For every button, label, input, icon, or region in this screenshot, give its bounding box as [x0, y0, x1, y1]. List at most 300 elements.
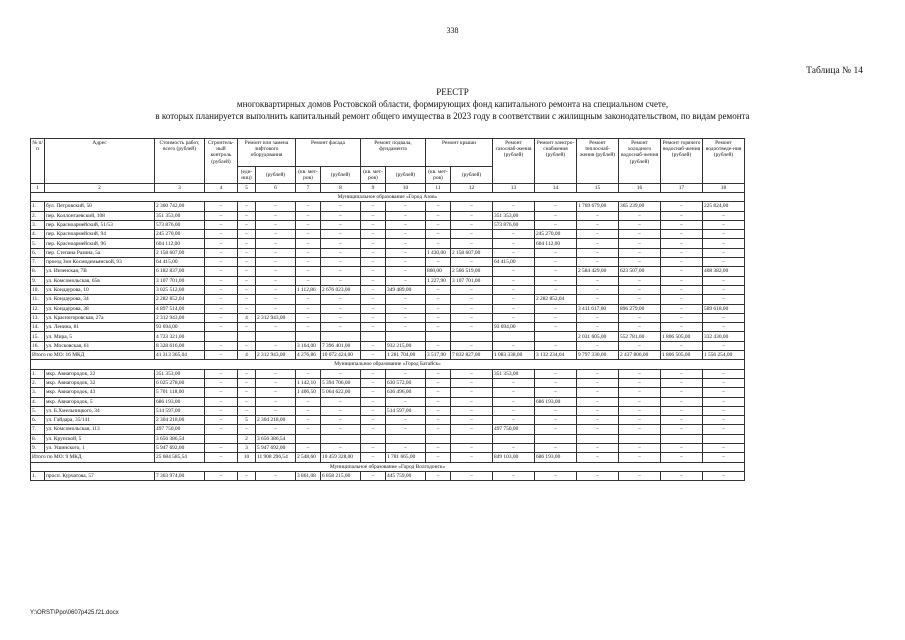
- row-number-cell: 7.: [31, 425, 45, 434]
- value-cell: –: [426, 416, 451, 425]
- value-cell: –: [296, 313, 321, 322]
- value-cell: –: [426, 388, 451, 397]
- value-cell: 5 701 118,00: [155, 388, 205, 397]
- value-cell: –: [296, 248, 321, 257]
- value-cell: –: [256, 230, 296, 239]
- value-cell: –: [426, 471, 451, 480]
- table-row: [31, 397, 745, 406]
- value-cell: –: [205, 313, 238, 322]
- column-number: 7: [296, 184, 321, 193]
- row-number-cell: 5.: [31, 239, 45, 248]
- value-cell: 2 584 429,00: [577, 267, 619, 276]
- value-cell: –: [703, 378, 745, 387]
- total-value: 3 132 234,04: [535, 351, 577, 360]
- value-cell: –: [256, 295, 296, 304]
- value-cell: –: [577, 416, 619, 425]
- section-row: [31, 360, 745, 369]
- value-cell: 3 656 386,54: [155, 434, 205, 443]
- value-cell: –: [577, 471, 619, 480]
- value-cell: –: [703, 397, 745, 406]
- value-cell: –: [205, 220, 238, 229]
- value-cell: –: [238, 369, 256, 378]
- total-value: 1 281 704,00: [386, 351, 426, 360]
- value-cell: –: [619, 323, 661, 332]
- value-cell: –: [296, 239, 321, 248]
- value-cell: –: [451, 425, 493, 434]
- value-cell: –: [238, 239, 256, 248]
- value-cell: –: [321, 313, 361, 322]
- header-cold-water: Ремонт холодного водоснаб-жения (рублей): [619, 139, 661, 184]
- value-cell: –: [703, 406, 745, 415]
- value-cell: –: [256, 285, 296, 294]
- value-cell: –: [296, 276, 321, 285]
- address-cell: просп. Курчатова, 57: [45, 471, 155, 480]
- value-cell: –: [703, 239, 745, 248]
- value-cell: –: [703, 285, 745, 294]
- value-cell: 2 158 607,00: [451, 248, 493, 257]
- value-cell: 860,00: [426, 267, 451, 276]
- value-cell: –: [703, 323, 745, 332]
- value-cell: –: [451, 211, 493, 220]
- title-line-3: в которых планируется выполнить капитальный ремонт общего имущества в 2023 году в соответствии с жилищным законодательством, по видам ремонта: [155, 111, 750, 121]
- value-cell: 64 415,00: [155, 258, 205, 267]
- value-cell: –: [577, 397, 619, 406]
- value-cell: –: [296, 406, 321, 415]
- value-cell: 408 382,00: [703, 267, 745, 276]
- value-cell: –: [426, 304, 451, 313]
- value-cell: –: [703, 295, 745, 304]
- value-cell: –: [619, 425, 661, 434]
- value-cell: 3 107 701,00: [451, 276, 493, 285]
- value-cell: –: [321, 258, 361, 267]
- value-cell: 2 304 218,00: [155, 416, 205, 425]
- value-cell: –: [361, 388, 386, 397]
- table-row: [31, 239, 745, 248]
- value-cell: –: [703, 444, 745, 453]
- value-cell: –: [493, 406, 535, 415]
- value-cell: 604 112,00: [535, 239, 577, 248]
- value-cell: –: [296, 202, 321, 211]
- value-cell: –: [321, 416, 361, 425]
- table-row: [31, 378, 745, 387]
- value-cell: –: [321, 230, 361, 239]
- value-cell: 93 694,00: [493, 323, 535, 332]
- table-row: [31, 276, 745, 285]
- value-cell: [451, 332, 493, 341]
- value-cell: –: [535, 248, 577, 257]
- column-number: 4: [205, 184, 238, 193]
- value-cell: –: [535, 202, 577, 211]
- value-cell: [321, 332, 361, 341]
- value-cell: –: [703, 416, 745, 425]
- value-cell: [577, 434, 619, 443]
- row-number-cell: 10.: [31, 285, 45, 294]
- total-value: 25 684 585,54: [155, 453, 205, 462]
- value-cell: –: [361, 285, 386, 294]
- value-cell: –: [577, 388, 619, 397]
- value-cell: –: [577, 285, 619, 294]
- value-cell: –: [361, 304, 386, 313]
- row-number-cell: 14.: [31, 323, 45, 332]
- value-cell: 5 947 692,00: [155, 444, 205, 453]
- value-cell: –: [493, 304, 535, 313]
- value-cell: [361, 434, 386, 443]
- value-cell: –: [661, 416, 703, 425]
- value-cell: –: [238, 211, 256, 220]
- value-cell: –: [386, 304, 426, 313]
- value-cell: –: [703, 341, 745, 350]
- row-number-cell: 1.: [31, 471, 45, 480]
- address-cell: пер. Красноармейский, 94: [45, 230, 155, 239]
- value-cell: –: [361, 444, 386, 453]
- total-value: 2 312 943,00: [256, 351, 296, 360]
- value-cell: –: [386, 313, 426, 322]
- value-cell: –: [493, 471, 535, 480]
- value-cell: –: [535, 276, 577, 285]
- value-cell: –: [256, 425, 296, 434]
- value-cell: 351 353,00: [155, 211, 205, 220]
- value-cell: –: [451, 444, 493, 453]
- file-path-footer: Y:\ORST\Ppo\0607p425.f21.docx: [30, 610, 119, 616]
- total-value: –: [661, 453, 703, 462]
- value-cell: [661, 434, 703, 443]
- value-cell: [426, 332, 451, 341]
- value-cell: –: [361, 369, 386, 378]
- value-cell: –: [661, 444, 703, 453]
- header-address: Адрес: [45, 139, 155, 184]
- value-cell: –: [493, 239, 535, 248]
- column-number: 14: [535, 184, 577, 193]
- value-cell: –: [238, 341, 256, 350]
- value-cell: –: [238, 202, 256, 211]
- value-cell: –: [238, 323, 256, 332]
- header-hot-water: Ремонт горячего водоснаб-жения (рублей): [661, 139, 703, 184]
- value-cell: –: [535, 258, 577, 267]
- value-cell: –: [619, 258, 661, 267]
- value-cell: –: [386, 397, 426, 406]
- value-cell: –: [619, 416, 661, 425]
- value-cell: –: [426, 425, 451, 434]
- value-cell: –: [426, 258, 451, 267]
- value-cell: 1 806 505,00: [661, 332, 703, 341]
- value-cell: –: [321, 276, 361, 285]
- value-cell: –: [535, 341, 577, 350]
- table-row: [31, 369, 745, 378]
- value-cell: [451, 434, 493, 443]
- value-cell: –: [205, 471, 238, 480]
- value-cell: –: [205, 341, 238, 350]
- address-cell: ул. Ушинского, 1: [45, 444, 155, 453]
- address-cell: пер. Красноармейский, 51/53: [45, 220, 155, 229]
- value-cell: 351 353,00: [155, 369, 205, 378]
- section-title: Муниципальное образование «Город Волгодонск»: [31, 462, 745, 471]
- total-value: 1 083 338,00: [493, 351, 535, 360]
- value-cell: 3 411 617,00: [577, 304, 619, 313]
- value-cell: –: [661, 276, 703, 285]
- value-cell: [386, 434, 426, 443]
- value-cell: 896 279,00: [619, 304, 661, 313]
- value-cell: –: [661, 471, 703, 480]
- value-cell: –: [205, 295, 238, 304]
- value-cell: –: [205, 202, 238, 211]
- value-cell: –: [256, 258, 296, 267]
- column-number: 17: [661, 184, 703, 193]
- address-cell: пер. Степана Разина, 5а: [45, 248, 155, 257]
- value-cell: –: [426, 444, 451, 453]
- value-cell: –: [205, 267, 238, 276]
- table-label: Таблица № 14: [806, 66, 863, 76]
- value-cell: –: [661, 220, 703, 229]
- value-cell: –: [296, 220, 321, 229]
- title-line-1: РЕЕСТР: [436, 87, 469, 97]
- value-cell: 6 025 278,00: [155, 378, 205, 387]
- value-cell: [296, 332, 321, 341]
- value-cell: –: [361, 295, 386, 304]
- value-cell: –: [256, 202, 296, 211]
- address-cell: ул. Крупской, 5: [45, 434, 155, 443]
- value-cell: –: [426, 295, 451, 304]
- value-cell: –: [661, 239, 703, 248]
- value-cell: 1 406,50: [296, 388, 321, 397]
- value-cell: 5 394 706,00: [321, 378, 361, 387]
- value-cell: –: [619, 378, 661, 387]
- value-cell: –: [619, 230, 661, 239]
- value-cell: –: [535, 285, 577, 294]
- value-cell: –: [619, 444, 661, 453]
- value-cell: –: [361, 416, 386, 425]
- address-cell: ул. Мира, 5: [45, 332, 155, 341]
- value-cell: 2 312 943,00: [155, 313, 205, 322]
- value-cell: –: [493, 378, 535, 387]
- value-cell: –: [451, 341, 493, 350]
- total-value: –: [205, 453, 238, 462]
- value-cell: –: [321, 248, 361, 257]
- value-cell: –: [451, 220, 493, 229]
- value-cell: [619, 434, 661, 443]
- value-cell: –: [205, 388, 238, 397]
- value-cell: –: [535, 211, 577, 220]
- table-row: [31, 248, 745, 257]
- value-cell: –: [426, 323, 451, 332]
- column-number: 8: [321, 184, 361, 193]
- value-cell: –: [619, 406, 661, 415]
- value-cell: –: [238, 220, 256, 229]
- value-cell: –: [451, 313, 493, 322]
- value-cell: –: [256, 239, 296, 248]
- value-cell: –: [661, 258, 703, 267]
- value-cell: –: [451, 285, 493, 294]
- value-cell: –: [361, 341, 386, 350]
- value-cell: 2: [238, 434, 256, 443]
- value-cell: 2 676 023,00: [321, 285, 361, 294]
- total-value: 9 797 330,00: [577, 351, 619, 360]
- row-number-cell: 11.: [31, 295, 45, 304]
- total-value: 41 313 365,04: [155, 351, 205, 360]
- value-cell: –: [238, 425, 256, 434]
- registry-table-wrapper: [30, 138, 745, 481]
- table-row: [31, 202, 745, 211]
- value-cell: 2 282 852,04: [535, 295, 577, 304]
- total-value: –: [451, 453, 493, 462]
- table-row: [31, 471, 745, 480]
- value-cell: 5: [238, 416, 256, 425]
- value-cell: [238, 332, 256, 341]
- value-cell: 573 876,00: [493, 220, 535, 229]
- value-cell: –: [296, 295, 321, 304]
- registry-table: [30, 138, 745, 481]
- value-cell: –: [493, 285, 535, 294]
- value-cell: 365 239,00: [619, 202, 661, 211]
- value-cell: –: [205, 276, 238, 285]
- header-total: Стоимость работ, всего (рублей): [155, 139, 205, 184]
- value-cell: –: [205, 239, 238, 248]
- row-number-cell: 8.: [31, 267, 45, 276]
- column-number: 11: [426, 184, 451, 193]
- value-cell: 3 025 512,00: [155, 285, 205, 294]
- address-cell: пер. Коллонтаевский, 108: [45, 211, 155, 220]
- address-cell: ул. Комсомольская, 113: [45, 425, 155, 434]
- value-cell: –: [426, 406, 451, 415]
- value-cell: –: [205, 378, 238, 387]
- value-cell: –: [535, 220, 577, 229]
- column-number: 2: [45, 184, 155, 193]
- value-cell: –: [703, 425, 745, 434]
- value-cell: –: [238, 471, 256, 480]
- value-cell: –: [661, 406, 703, 415]
- total-value: 2 548,60: [296, 453, 321, 462]
- value-cell: –: [296, 258, 321, 267]
- value-cell: 623 507,00: [619, 267, 661, 276]
- value-cell: [493, 434, 535, 443]
- value-cell: –: [321, 406, 361, 415]
- value-cell: 351 353,00: [493, 369, 535, 378]
- value-cell: 2 282 852,04: [155, 295, 205, 304]
- value-cell: –: [577, 323, 619, 332]
- value-cell: –: [577, 444, 619, 453]
- subheader-roof-sqm: (кв. мет-ров): [426, 167, 451, 184]
- column-numbers-row: [31, 184, 745, 193]
- value-cell: –: [386, 295, 426, 304]
- table-row: [31, 388, 745, 397]
- value-cell: –: [361, 471, 386, 480]
- value-cell: –: [703, 220, 745, 229]
- subheader-facade-sqm: (кв. мет-ров): [296, 167, 321, 184]
- value-cell: –: [535, 406, 577, 415]
- value-cell: –: [661, 369, 703, 378]
- value-cell: –: [426, 211, 451, 220]
- value-cell: –: [619, 471, 661, 480]
- address-cell: ул. Кондаурова, 10: [45, 285, 155, 294]
- value-cell: –: [361, 220, 386, 229]
- value-cell: –: [451, 239, 493, 248]
- value-cell: –: [386, 239, 426, 248]
- value-cell: 245 270,00: [155, 230, 205, 239]
- value-cell: 604 112,00: [155, 239, 205, 248]
- value-cell: –: [619, 341, 661, 350]
- address-cell: ул. Гайдара, 35/141: [45, 416, 155, 425]
- table-row: [31, 220, 745, 229]
- value-cell: –: [296, 416, 321, 425]
- value-cell: –: [703, 388, 745, 397]
- header-basement: Ремонт подвала, фундамента: [361, 139, 426, 167]
- value-cell: –: [619, 248, 661, 257]
- value-cell: 630 572,00: [386, 378, 426, 387]
- value-cell: –: [535, 267, 577, 276]
- value-cell: 2 360 742,00: [155, 202, 205, 211]
- value-cell: –: [361, 397, 386, 406]
- value-cell: [535, 434, 577, 443]
- total-label: Итого по МО: 9 МКД: [31, 453, 155, 462]
- value-cell: –: [493, 230, 535, 239]
- value-cell: –: [426, 313, 451, 322]
- address-cell: мкр. Авиагородок, 5: [45, 397, 155, 406]
- value-cell: 4 897 514,00: [155, 304, 205, 313]
- total-row: [31, 453, 745, 462]
- value-cell: –: [493, 313, 535, 322]
- value-cell: –: [493, 397, 535, 406]
- value-cell: –: [256, 406, 296, 415]
- value-cell: 3: [238, 444, 256, 453]
- value-cell: 6 858 215,00: [321, 471, 361, 480]
- value-cell: –: [386, 323, 426, 332]
- value-cell: –: [361, 202, 386, 211]
- value-cell: –: [535, 416, 577, 425]
- table-row: [31, 425, 745, 434]
- total-label: Итого по МО: 16 МКД: [31, 351, 155, 360]
- table-row: [31, 323, 745, 332]
- value-cell: 3 107 701,00: [155, 276, 205, 285]
- value-cell: –: [386, 276, 426, 285]
- value-cell: –: [451, 471, 493, 480]
- value-cell: [205, 434, 238, 443]
- value-cell: –: [321, 239, 361, 248]
- value-cell: 686 193,00: [535, 397, 577, 406]
- value-cell: –: [205, 230, 238, 239]
- address-cell: ул. Кондаурова, 34: [45, 295, 155, 304]
- column-number: 5: [238, 184, 256, 193]
- value-cell: –: [535, 444, 577, 453]
- column-number: 6: [256, 184, 296, 193]
- value-cell: 514 597,00: [155, 406, 205, 415]
- section-title: Муниципальное образование «Город Батайск»: [31, 360, 745, 369]
- value-cell: –: [703, 276, 745, 285]
- value-cell: –: [451, 304, 493, 313]
- value-cell: –: [426, 220, 451, 229]
- value-cell: –: [321, 211, 361, 220]
- value-cell: 497 750,00: [493, 425, 535, 434]
- value-cell: –: [703, 369, 745, 378]
- address-cell: мкр. Авиагородок, 43: [45, 388, 155, 397]
- value-cell: –: [661, 211, 703, 220]
- total-value: 11 908 296,54: [256, 453, 296, 462]
- value-cell: 8 328 616,00: [155, 341, 205, 350]
- value-cell: –: [426, 369, 451, 378]
- value-cell: –: [703, 248, 745, 257]
- header-num: № п/п: [31, 139, 45, 184]
- value-cell: –: [451, 202, 493, 211]
- row-number-cell: 7.: [31, 258, 45, 267]
- value-cell: –: [661, 248, 703, 257]
- table-row: [31, 434, 745, 443]
- value-cell: 6 182 837,00: [155, 267, 205, 276]
- section-row: [31, 193, 745, 202]
- value-cell: 636 496,00: [386, 388, 426, 397]
- total-value: –: [361, 351, 386, 360]
- value-cell: 2 312 943,00: [256, 313, 296, 322]
- total-value: –: [619, 453, 661, 462]
- value-cell: –: [703, 211, 745, 220]
- value-cell: –: [205, 258, 238, 267]
